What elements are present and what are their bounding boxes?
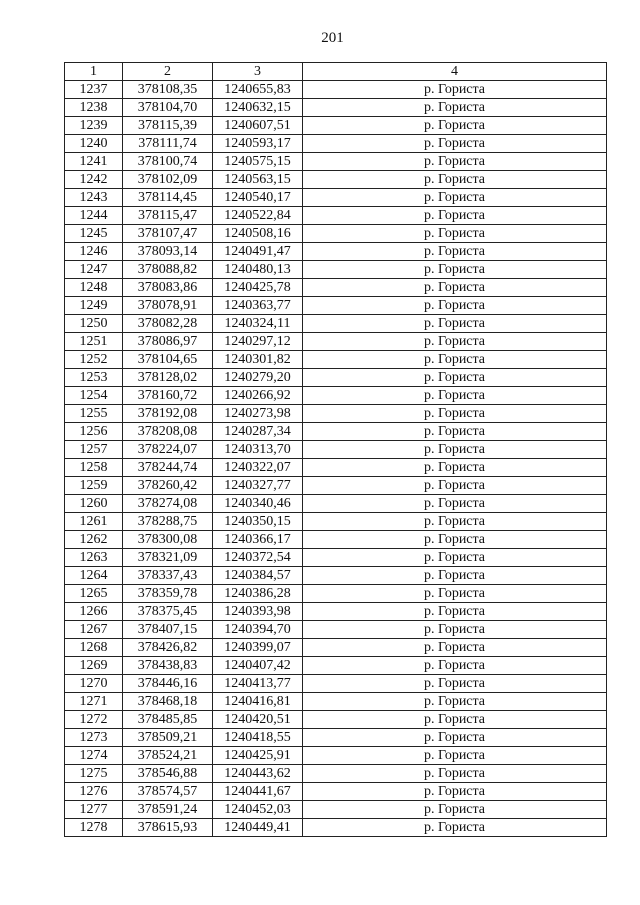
y-coordinate-cell: 1240508,16 [213, 225, 303, 243]
x-coordinate-cell: 378574,57 [123, 783, 213, 801]
point-number-cell: 1269 [65, 657, 123, 675]
point-number-cell: 1256 [65, 423, 123, 441]
table-row [65, 189, 607, 207]
y-coordinate-cell: 1240407,42 [213, 657, 303, 675]
y-coordinate-cell: 1240324,11 [213, 315, 303, 333]
x-coordinate-cell: 378274,08 [123, 495, 213, 513]
point-number-cell: 1239 [65, 117, 123, 135]
table-row [65, 261, 607, 279]
description-cell: р. Гориста [303, 315, 607, 333]
table-row [65, 585, 607, 603]
table-row [65, 567, 607, 585]
point-number-cell: 1251 [65, 333, 123, 351]
x-coordinate-cell: 378260,42 [123, 477, 213, 495]
y-coordinate-cell: 1240449,41 [213, 819, 303, 837]
table-row [65, 729, 607, 747]
description-cell: р. Гориста [303, 405, 607, 423]
description-cell: р. Гориста [303, 549, 607, 567]
point-number-cell: 1264 [65, 567, 123, 585]
description-cell: р. Гориста [303, 261, 607, 279]
y-coordinate-cell: 1240480,13 [213, 261, 303, 279]
description-cell: р. Гориста [303, 819, 607, 837]
description-cell: р. Гориста [303, 297, 607, 315]
x-coordinate-cell: 378244,74 [123, 459, 213, 477]
y-coordinate-cell: 1240416,81 [213, 693, 303, 711]
x-coordinate-cell: 378300,08 [123, 531, 213, 549]
x-coordinate-cell: 378509,21 [123, 729, 213, 747]
table-row [65, 351, 607, 369]
point-number-cell: 1273 [65, 729, 123, 747]
y-coordinate-cell: 1240563,15 [213, 171, 303, 189]
y-coordinate-cell: 1240607,51 [213, 117, 303, 135]
point-number-cell: 1242 [65, 171, 123, 189]
table-row [65, 819, 607, 837]
point-number-cell: 1240 [65, 135, 123, 153]
table-row [65, 405, 607, 423]
y-coordinate-cell: 1240420,51 [213, 711, 303, 729]
point-number-cell: 1253 [65, 369, 123, 387]
point-number-cell: 1262 [65, 531, 123, 549]
x-coordinate-cell: 378114,45 [123, 189, 213, 207]
x-coordinate-cell: 378107,47 [123, 225, 213, 243]
x-coordinate-cell: 378192,08 [123, 405, 213, 423]
description-cell: р. Гориста [303, 153, 607, 171]
x-coordinate-cell: 378102,09 [123, 171, 213, 189]
column-header: 4 [303, 63, 607, 81]
description-cell: р. Гориста [303, 765, 607, 783]
table-row [65, 423, 607, 441]
y-coordinate-cell: 1240366,17 [213, 531, 303, 549]
table-row [65, 657, 607, 675]
point-number-cell: 1243 [65, 189, 123, 207]
x-coordinate-cell: 378208,08 [123, 423, 213, 441]
y-coordinate-cell: 1240301,82 [213, 351, 303, 369]
description-cell: р. Гориста [303, 729, 607, 747]
x-coordinate-cell: 378224,07 [123, 441, 213, 459]
point-number-cell: 1278 [65, 819, 123, 837]
description-cell: р. Гориста [303, 423, 607, 441]
description-cell: р. Гориста [303, 99, 607, 117]
point-number-cell: 1268 [65, 639, 123, 657]
x-coordinate-cell: 378546,88 [123, 765, 213, 783]
table-row [65, 801, 607, 819]
y-coordinate-cell: 1240327,77 [213, 477, 303, 495]
y-coordinate-cell: 1240443,62 [213, 765, 303, 783]
x-coordinate-cell: 378160,72 [123, 387, 213, 405]
description-cell: р. Гориста [303, 801, 607, 819]
description-cell: р. Гориста [303, 495, 607, 513]
x-coordinate-cell: 378078,91 [123, 297, 213, 315]
table-row [65, 459, 607, 477]
y-coordinate-cell: 1240522,84 [213, 207, 303, 225]
x-coordinate-cell: 378083,86 [123, 279, 213, 297]
x-coordinate-cell: 378615,93 [123, 819, 213, 837]
point-number-cell: 1245 [65, 225, 123, 243]
x-coordinate-cell: 378104,70 [123, 99, 213, 117]
point-number-cell: 1257 [65, 441, 123, 459]
column-header: 2 [123, 63, 213, 81]
y-coordinate-cell: 1240386,28 [213, 585, 303, 603]
x-coordinate-cell: 378438,83 [123, 657, 213, 675]
x-coordinate-cell: 378128,02 [123, 369, 213, 387]
description-cell: р. Гориста [303, 225, 607, 243]
point-number-cell: 1271 [65, 693, 123, 711]
y-coordinate-cell: 1240279,20 [213, 369, 303, 387]
x-coordinate-cell: 378446,16 [123, 675, 213, 693]
description-cell: р. Гориста [303, 477, 607, 495]
description-cell: р. Гориста [303, 693, 607, 711]
point-number-cell: 1258 [65, 459, 123, 477]
table-row [65, 153, 607, 171]
point-number-cell: 1270 [65, 675, 123, 693]
description-cell: р. Гориста [303, 639, 607, 657]
y-coordinate-cell: 1240287,34 [213, 423, 303, 441]
description-cell: р. Гориста [303, 171, 607, 189]
x-coordinate-cell: 378088,82 [123, 261, 213, 279]
table-row [65, 765, 607, 783]
description-cell: р. Гориста [303, 783, 607, 801]
y-coordinate-cell: 1240632,15 [213, 99, 303, 117]
y-coordinate-cell: 1240363,77 [213, 297, 303, 315]
x-coordinate-cell: 378591,24 [123, 801, 213, 819]
point-number-cell: 1237 [65, 81, 123, 99]
y-coordinate-cell: 1240655,83 [213, 81, 303, 99]
table-row [65, 549, 607, 567]
x-coordinate-cell: 378321,09 [123, 549, 213, 567]
description-cell: р. Гориста [303, 279, 607, 297]
table-row [65, 225, 607, 243]
description-cell: р. Гориста [303, 603, 607, 621]
table-row [65, 387, 607, 405]
x-coordinate-cell: 378086,97 [123, 333, 213, 351]
point-number-cell: 1266 [65, 603, 123, 621]
table-row [65, 243, 607, 261]
x-coordinate-cell: 378093,14 [123, 243, 213, 261]
y-coordinate-cell: 1240425,91 [213, 747, 303, 765]
description-cell: р. Гориста [303, 747, 607, 765]
x-coordinate-cell: 378104,65 [123, 351, 213, 369]
point-number-cell: 1275 [65, 765, 123, 783]
y-coordinate-cell: 1240372,54 [213, 549, 303, 567]
description-cell: р. Гориста [303, 585, 607, 603]
table-row [65, 513, 607, 531]
description-cell: р. Гориста [303, 81, 607, 99]
x-coordinate-cell: 378100,74 [123, 153, 213, 171]
y-coordinate-cell: 1240384,57 [213, 567, 303, 585]
description-cell: р. Гориста [303, 135, 607, 153]
y-coordinate-cell: 1240340,46 [213, 495, 303, 513]
description-cell: р. Гориста [303, 117, 607, 135]
table-row [65, 639, 607, 657]
table-row [65, 495, 607, 513]
y-coordinate-cell: 1240266,92 [213, 387, 303, 405]
description-cell: р. Гориста [303, 387, 607, 405]
point-number-cell: 1261 [65, 513, 123, 531]
table-header-row [65, 63, 607, 81]
description-cell: р. Гориста [303, 711, 607, 729]
table-row [65, 621, 607, 639]
x-coordinate-cell: 378337,43 [123, 567, 213, 585]
description-cell: р. Гориста [303, 243, 607, 261]
y-coordinate-cell: 1240491,47 [213, 243, 303, 261]
table-row [65, 603, 607, 621]
x-coordinate-cell: 378407,15 [123, 621, 213, 639]
table-row [65, 171, 607, 189]
point-number-cell: 1249 [65, 297, 123, 315]
description-cell: р. Гориста [303, 333, 607, 351]
point-number-cell: 1246 [65, 243, 123, 261]
point-number-cell: 1247 [65, 261, 123, 279]
description-cell: р. Гориста [303, 531, 607, 549]
x-coordinate-cell: 378115,39 [123, 117, 213, 135]
description-cell: р. Гориста [303, 513, 607, 531]
description-cell: р. Гориста [303, 207, 607, 225]
description-cell: р. Гориста [303, 675, 607, 693]
y-coordinate-cell: 1240425,78 [213, 279, 303, 297]
table-row [65, 81, 607, 99]
y-coordinate-cell: 1240393,98 [213, 603, 303, 621]
point-number-cell: 1259 [65, 477, 123, 495]
x-coordinate-cell: 378108,35 [123, 81, 213, 99]
y-coordinate-cell: 1240322,07 [213, 459, 303, 477]
point-number-cell: 1255 [65, 405, 123, 423]
description-cell: р. Гориста [303, 369, 607, 387]
coordinates-table [64, 62, 607, 837]
point-number-cell: 1276 [65, 783, 123, 801]
page-number: 201 [321, 30, 344, 46]
point-number-cell: 1252 [65, 351, 123, 369]
point-number-cell: 1272 [65, 711, 123, 729]
table-row [65, 117, 607, 135]
description-cell: р. Гориста [303, 657, 607, 675]
description-cell: р. Гориста [303, 441, 607, 459]
point-number-cell: 1248 [65, 279, 123, 297]
point-number-cell: 1265 [65, 585, 123, 603]
table-body [65, 81, 607, 837]
table-row [65, 693, 607, 711]
point-number-cell: 1241 [65, 153, 123, 171]
description-cell: р. Гориста [303, 459, 607, 477]
y-coordinate-cell: 1240452,03 [213, 801, 303, 819]
point-number-cell: 1263 [65, 549, 123, 567]
y-coordinate-cell: 1240441,67 [213, 783, 303, 801]
table-row [65, 297, 607, 315]
table-row [65, 315, 607, 333]
point-number-cell: 1277 [65, 801, 123, 819]
table-row [65, 531, 607, 549]
y-coordinate-cell: 1240413,77 [213, 675, 303, 693]
y-coordinate-cell: 1240297,12 [213, 333, 303, 351]
y-coordinate-cell: 1240394,70 [213, 621, 303, 639]
y-coordinate-cell: 1240593,17 [213, 135, 303, 153]
x-coordinate-cell: 378288,75 [123, 513, 213, 531]
x-coordinate-cell: 378468,18 [123, 693, 213, 711]
x-coordinate-cell: 378485,85 [123, 711, 213, 729]
description-cell: р. Гориста [303, 351, 607, 369]
point-number-cell: 1250 [65, 315, 123, 333]
point-number-cell: 1254 [65, 387, 123, 405]
x-coordinate-cell: 378524,21 [123, 747, 213, 765]
table-row [65, 477, 607, 495]
table-row [65, 99, 607, 117]
table-row [65, 207, 607, 225]
y-coordinate-cell: 1240313,70 [213, 441, 303, 459]
description-cell: р. Гориста [303, 567, 607, 585]
x-coordinate-cell: 378359,78 [123, 585, 213, 603]
y-coordinate-cell: 1240273,98 [213, 405, 303, 423]
table-row [65, 711, 607, 729]
point-number-cell: 1274 [65, 747, 123, 765]
point-number-cell: 1267 [65, 621, 123, 639]
column-header: 1 [65, 63, 123, 81]
table-row [65, 135, 607, 153]
point-number-cell: 1238 [65, 99, 123, 117]
y-coordinate-cell: 1240575,15 [213, 153, 303, 171]
y-coordinate-cell: 1240350,15 [213, 513, 303, 531]
point-number-cell: 1260 [65, 495, 123, 513]
point-number-cell: 1244 [65, 207, 123, 225]
table-row [65, 747, 607, 765]
y-coordinate-cell: 1240540,17 [213, 189, 303, 207]
table-row [65, 783, 607, 801]
column-header: 3 [213, 63, 303, 81]
table-row [65, 279, 607, 297]
x-coordinate-cell: 378115,47 [123, 207, 213, 225]
x-coordinate-cell: 378111,74 [123, 135, 213, 153]
description-cell: р. Гориста [303, 189, 607, 207]
description-cell: р. Гориста [303, 621, 607, 639]
table-row [65, 675, 607, 693]
x-coordinate-cell: 378082,28 [123, 315, 213, 333]
y-coordinate-cell: 1240418,55 [213, 729, 303, 747]
table-row [65, 333, 607, 351]
x-coordinate-cell: 378375,45 [123, 603, 213, 621]
x-coordinate-cell: 378426,82 [123, 639, 213, 657]
y-coordinate-cell: 1240399,07 [213, 639, 303, 657]
table-row [65, 441, 607, 459]
table-row [65, 369, 607, 387]
